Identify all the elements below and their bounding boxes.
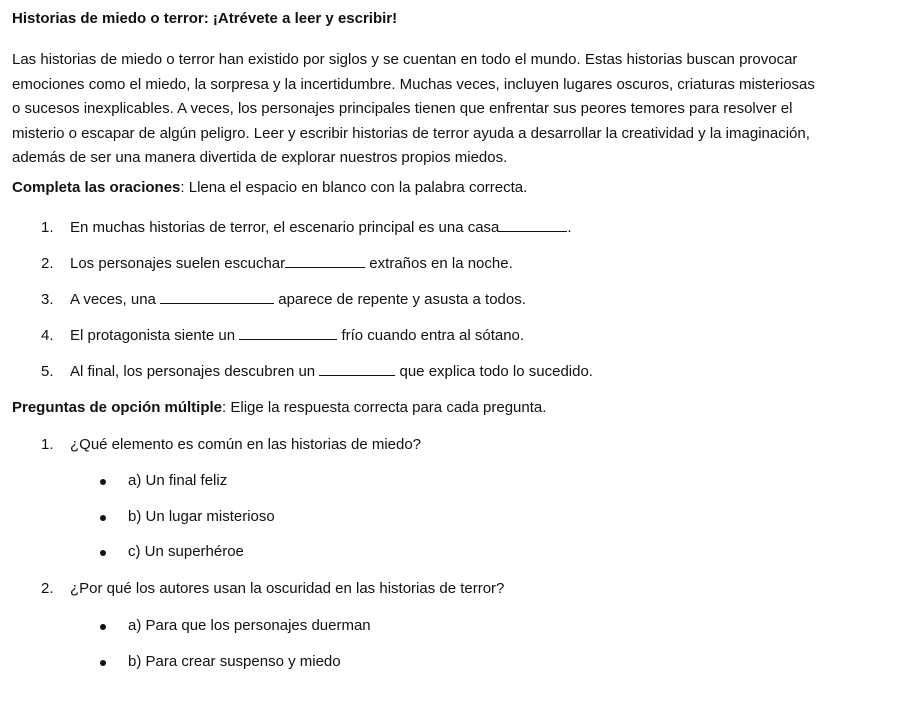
fill-item-5	[41, 361, 593, 380]
fill-blank-1[interactable]	[499, 217, 567, 232]
intro-line: Las historias de miedo o terror han existido por siglos y se cuentan en todo el mundo. Estas historias buscan provocar	[12, 51, 798, 68]
fill-item-text-after: frío cuando entra al sótano.	[337, 327, 525, 344]
fill-item-text-before: Al final, los personajes descubren un	[70, 363, 320, 380]
fill-item-4	[41, 325, 524, 344]
mc-option[interactable]	[128, 508, 275, 525]
fill-blank-3[interactable]	[160, 289, 274, 304]
mc-section-heading-rest: : Elige la respuesta correcta para cada pregunta.	[222, 399, 547, 416]
fill-blank-2[interactable]	[285, 253, 365, 268]
fill-item-text-after: que explica todo lo sucedido.	[395, 363, 593, 380]
mc-option-label: b) Para crear suspenso y miedo	[128, 653, 341, 670]
fill-item-number: 4.	[41, 327, 54, 344]
mc-option[interactable]	[128, 653, 341, 670]
mc-option-label: a) Un final feliz	[128, 472, 228, 489]
fill-section-heading	[12, 179, 527, 196]
bullet-icon	[100, 624, 106, 630]
fill-item-number: 3.	[41, 291, 54, 308]
intro-paragraph	[12, 48, 897, 171]
fill-item-number: 5.	[41, 363, 54, 380]
fill-item-number: 2.	[41, 255, 54, 272]
intro-line: o sucesos inexplicables. A veces, los personajes principales tienen que enfrentar sus peores temores para resolver el	[12, 100, 793, 117]
mc-option-label: a) Para que los personajes duerman	[128, 617, 371, 634]
intro-line: además de ser una manera divertida de explorar nuestros propios miedos.	[12, 149, 508, 166]
intro-line: misterio o escapar de algún peligro. Leer y escribir historias de terror ayuda a desarrollar la creatividad y la imaginación,	[12, 124, 810, 142]
mc-option-label: c) Un superhéroe	[128, 543, 244, 560]
mc-section-heading-bold: Preguntas de opción múltiple	[12, 399, 223, 416]
fill-blank-5[interactable]	[319, 361, 395, 376]
fill-item-text-before: En muchas historias de terror, el escenario principal es una casa	[70, 219, 500, 236]
fill-item-text-after: extraños en la noche.	[365, 255, 513, 272]
fill-item-text-before: Los personajes suelen escuchar	[70, 255, 286, 272]
fill-item-text-before: El protagonista siente un	[70, 327, 240, 344]
intro-line: emociones como el miedo, la sorpresa y la incertidumbre. Muchas veces, incluyen lugares oscuros, criaturas misteriosas	[12, 75, 815, 93]
fill-item-3	[41, 289, 526, 308]
mc-section-heading	[12, 399, 546, 416]
mc-question-2	[41, 580, 504, 597]
fill-item-text-before: A veces, una	[70, 291, 161, 308]
fill-item-text-after: aparece de repente y asusta a todos.	[274, 291, 526, 308]
mc-option[interactable]	[128, 472, 227, 489]
bullet-icon	[100, 479, 106, 485]
bullet-icon	[100, 515, 106, 521]
mc-question-1	[41, 436, 421, 453]
fill-section-heading-rest: : Llena el espacio en blanco con la palabra correcta.	[180, 179, 528, 196]
mc-option-label: b) Un lugar misterioso	[128, 508, 275, 525]
fill-item-1	[41, 217, 572, 236]
mc-question-text: ¿Qué elemento es común en las historias de miedo?	[70, 436, 422, 453]
fill-item-2	[41, 253, 513, 272]
mc-question-text: ¿Por qué los autores usan la oscuridad en las historias de terror?	[70, 580, 505, 597]
mc-option[interactable]	[128, 543, 244, 560]
fill-section-heading-bold: Completa las oraciones	[12, 179, 181, 196]
mc-question-number: 2.	[41, 580, 54, 597]
bullet-icon	[100, 550, 106, 556]
page-title: Historias de miedo o terror: ¡Atrévete a leer y escribir!	[12, 10, 398, 27]
bullet-icon	[100, 660, 106, 666]
mc-question-number: 1.	[41, 436, 54, 453]
mc-option[interactable]	[128, 617, 371, 634]
fill-item-number: 1.	[41, 219, 54, 236]
fill-item-text-after: .	[567, 219, 572, 236]
fill-blank-4[interactable]	[239, 325, 337, 340]
